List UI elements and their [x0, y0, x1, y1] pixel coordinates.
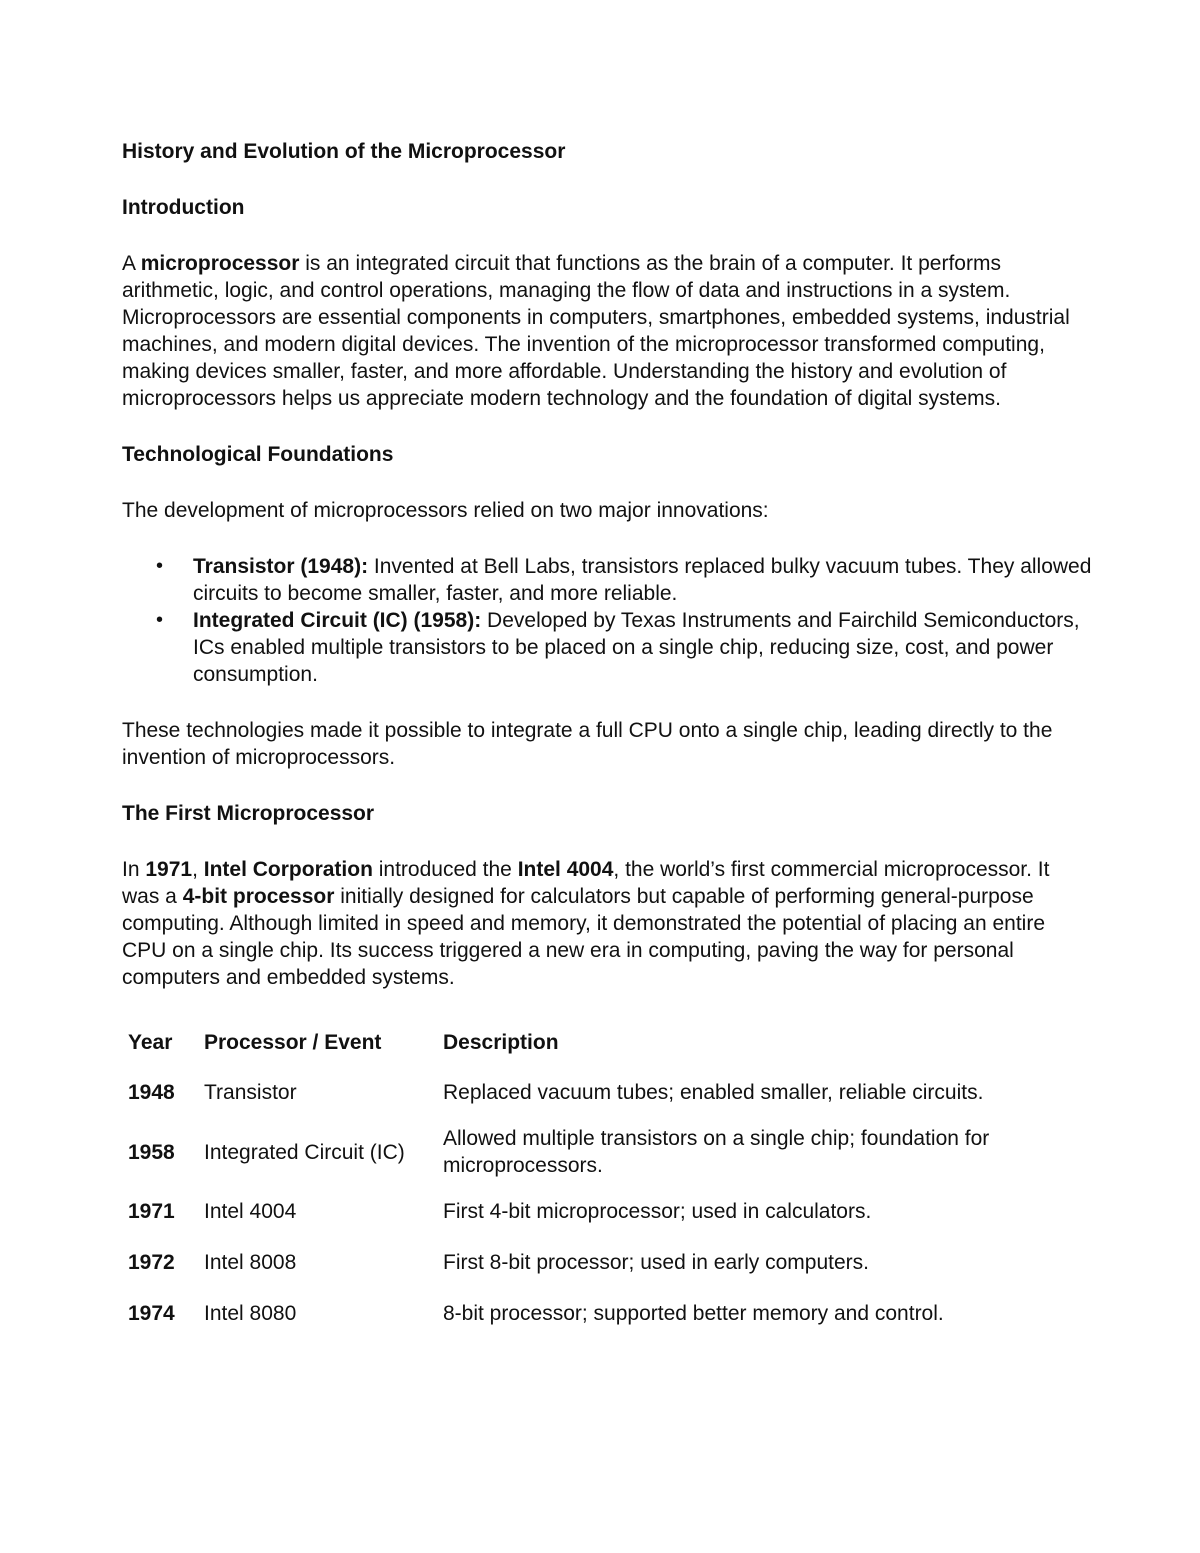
section-heading-introduction: Introduction: [122, 196, 245, 219]
processor-cell: Transistor: [204, 1081, 297, 1104]
first-microprocessor-paragraph: [122, 856, 1092, 991]
bullet-icon: •: [156, 609, 164, 631]
year-cell: 1958: [128, 1140, 175, 1164]
document-title: History and Evolution of the Microprocessor: [122, 140, 566, 163]
bold-term: Intel 4004: [517, 858, 614, 881]
table-row: [122, 1186, 1063, 1237]
section-heading-first-microprocessor: The First Microprocessor: [122, 802, 375, 825]
text-run: Invented at Bell Labs, transistors replaced bulky vacuum tubes. They allowed circuits to become smaller, faster, and more reliable.: [193, 555, 1092, 605]
description-cell: Replaced vacuum tubes; enabled smaller, reliable circuits.: [443, 1081, 984, 1104]
description-cell: Allowed multiple transistors on a single chip; foundation for microprocessors.: [443, 1127, 990, 1177]
table-header-row: [122, 1018, 1063, 1067]
bold-term: Transistor (1948):: [193, 555, 369, 578]
text-run: initially designed for calculators but capable of performing general-purpose computing. Although limited in speed and memory, it demonstrated the potential of placing an entire CPU on a single chip. Its success triggered a new era in computing, paving the way for personal computers and embedded systems.: [122, 885, 1045, 989]
introduction-paragraph: [122, 250, 1092, 412]
column-header-year: Year: [128, 1031, 173, 1054]
year-cell: 1972: [128, 1251, 175, 1274]
bold-term: microprocessor: [140, 252, 300, 275]
year-cell: 1971: [128, 1200, 175, 1223]
table-row: [122, 1288, 1063, 1339]
foundations-closing-paragraph: These technologies made it possible to integrate a full CPU onto a single chip, leading directly to the invention of microprocessors.: [122, 719, 1053, 769]
text-run: ,: [192, 858, 204, 881]
table-row: [122, 1067, 1063, 1118]
document-page: [122, 138, 1092, 1339]
processor-cell: Integrated Circuit (IC): [204, 1140, 405, 1164]
text-run: A: [122, 252, 141, 275]
bold-term: Integrated Circuit (IC) (1958):: [193, 609, 482, 632]
text-run: Developed by Texas Instruments and Fairchild Semiconductors, ICs enabled multiple transistors to be placed on a single chip, reducing size, cost, and power consumption.: [193, 609, 1080, 686]
text-run: In: [122, 858, 146, 881]
foundations-list: [122, 553, 1092, 688]
text-run: , the world’s first commercial microprocessor. It was a: [122, 858, 1050, 908]
processor-cell: Intel 8008: [204, 1251, 297, 1274]
column-header-processor: Processor / Event: [204, 1031, 382, 1054]
foundations-lead-paragraph: The development of microprocessors relied on two major innovations:: [122, 499, 769, 522]
timeline-table: [122, 1018, 1063, 1339]
list-item: [156, 553, 1092, 607]
section-heading-foundations: Technological Foundations: [122, 443, 394, 466]
processor-cell: Intel 8080: [204, 1302, 297, 1325]
bullet-icon: •: [156, 555, 164, 577]
description-cell: First 8-bit processor; used in early computers.: [443, 1251, 869, 1274]
bold-term: 4-bit processor: [182, 885, 335, 908]
table-row: [122, 1237, 1063, 1288]
year-cell: 1974: [128, 1302, 175, 1325]
year-cell: 1948: [128, 1081, 175, 1104]
bold-term: 1971: [145, 858, 193, 881]
description-cell: 8-bit processor; supported better memory and control.: [443, 1302, 944, 1325]
table-row: [122, 1118, 1063, 1186]
text-run: is an integrated circuit that functions as the brain of a computer. It performs arithmetic, logic, and control operations, managing the flow of data and instructions in a system. Microprocessors are essential components in computers, smartphones, embedded systems, industrial machines, and modern digital devices. The invention of the microprocessor transformed computing, making devices smaller, faster, and more affordable. Understanding the history and evolution of microprocessors helps us appreciate modern technology and the foundation of digital systems.: [122, 252, 1070, 410]
processor-cell: Intel 4004: [204, 1200, 297, 1223]
description-cell: First 4-bit microprocessor; used in calculators.: [443, 1200, 872, 1223]
column-header-description: Description: [443, 1031, 559, 1054]
list-item: [156, 607, 1092, 688]
bold-term: Intel Corporation: [203, 858, 373, 881]
text-run: introduced the: [372, 858, 518, 881]
